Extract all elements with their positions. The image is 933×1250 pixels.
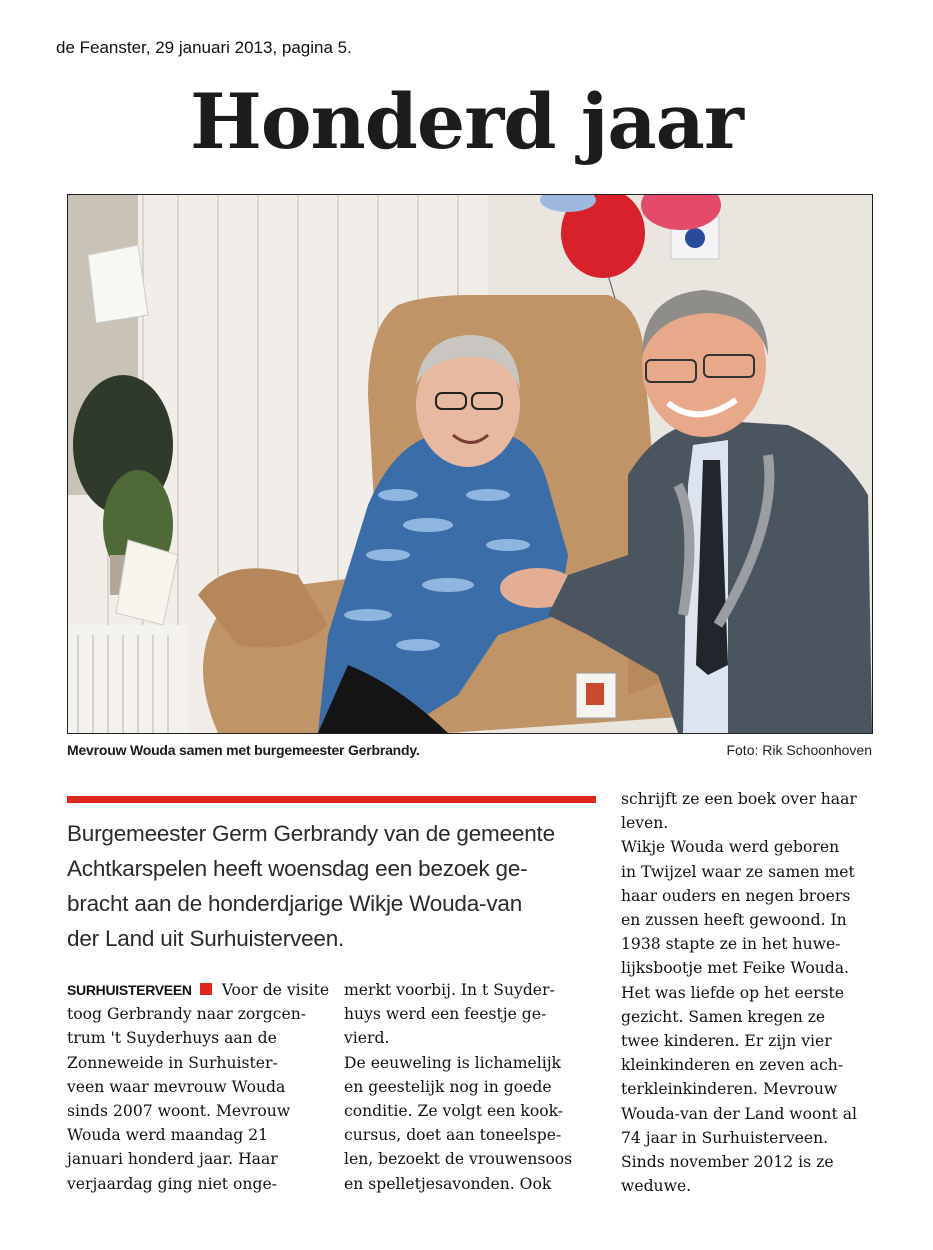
body-line: haar ouders en negen broers	[621, 886, 851, 905]
body-column-2	[344, 978, 599, 1196]
body-column-1	[67, 978, 330, 1196]
body-line: en zussen heeft gewoond. In	[621, 911, 847, 930]
body-line: 74 jaar in Surhuisterveen.	[621, 1128, 829, 1147]
photo-credit: Foto: Rik Schoonhoven	[726, 742, 872, 758]
body-line: conditie. Ze volgt een kook-	[344, 1102, 564, 1121]
body-line: weduwe.	[621, 1177, 692, 1196]
body-line: in Twijzel waar ze samen met	[621, 862, 855, 881]
body-line: verjaardag ging niet onge-	[67, 1174, 277, 1193]
lead-paragraph	[67, 816, 607, 956]
body-line: vierd.	[344, 1029, 390, 1048]
body-line: trum 't Suyderhuys aan de	[67, 1029, 277, 1048]
body-line: terkleinkinderen. Mevrouw	[621, 1080, 838, 1099]
body-line: januari honderd jaar. Haar	[67, 1150, 278, 1169]
body-line: kleinkinderen en zeven ach-	[621, 1056, 844, 1075]
body-line: Zonneweide in Surhuister-	[67, 1053, 278, 1072]
body-column-3	[621, 787, 881, 1198]
photo-caption: Mevrouw Wouda samen met burgemeester Gerbrandy.	[67, 742, 420, 758]
body-line	[67, 978, 330, 1002]
body-line: en geestelijk nog in goede	[344, 1077, 552, 1096]
body-line: merkt voorbij. In t Suyder-	[344, 981, 555, 999]
lead-line: der Land uit Surhuisterveen.	[67, 926, 345, 951]
body-line: sinds 2007 woont. Mevrouw	[67, 1102, 291, 1121]
body-text: Voor de visite	[221, 981, 330, 999]
body-line: 1938 stapte ze in het huwe-	[621, 935, 841, 954]
body-line: Het was liefde op het eerste	[621, 983, 845, 1002]
body-line: Sinds november 2012 is ze	[621, 1153, 834, 1172]
lead-line: bracht aan de honderdjarige Wikje Wouda-van	[67, 891, 523, 916]
body-line: Wouda werd maandag 21	[67, 1126, 269, 1145]
body-line: De eeuweling is lichamelijk	[344, 1053, 561, 1072]
body-line: veen waar mevrouw Wouda	[67, 1077, 286, 1096]
headline: Honderd jaar	[190, 77, 743, 166]
source-line: de Feanster, 29 januari 2013, pagina 5.	[56, 38, 352, 57]
body-line: lijksbootje met Feike Wouda.	[621, 959, 849, 978]
dateline: SURHUISTERVEEN	[67, 982, 192, 998]
dateline-square	[200, 983, 212, 995]
body-line: Wikje Wouda werd geboren	[621, 838, 840, 857]
body-line: Wouda-van der Land woont al	[621, 1104, 857, 1123]
body-line: en spelletjesavonden. Ook	[344, 1174, 552, 1193]
lead-line: Achtkarspelen heeft woensdag een bezoek ge-	[67, 856, 528, 881]
article-photo	[67, 194, 873, 734]
body-line: leven.	[621, 814, 669, 833]
red-divider	[67, 796, 596, 803]
body-line: huys werd een feestje ge-	[344, 1005, 547, 1024]
body-line: toog Gerbrandy naar zorgcen-	[67, 1005, 307, 1024]
body-line: len, bezoekt de vrouwensoos	[344, 1150, 573, 1169]
lead-line: Burgemeester Germ Gerbrandy van de gemeente	[67, 821, 555, 846]
body-line: twee kinderen. Er zijn vier	[621, 1032, 832, 1051]
body-line: schrijft ze een boek over haar	[621, 790, 857, 808]
body-line: gezicht. Samen kregen ze	[621, 1007, 826, 1026]
body-line: cursus, doet aan toneelspe-	[344, 1126, 562, 1145]
